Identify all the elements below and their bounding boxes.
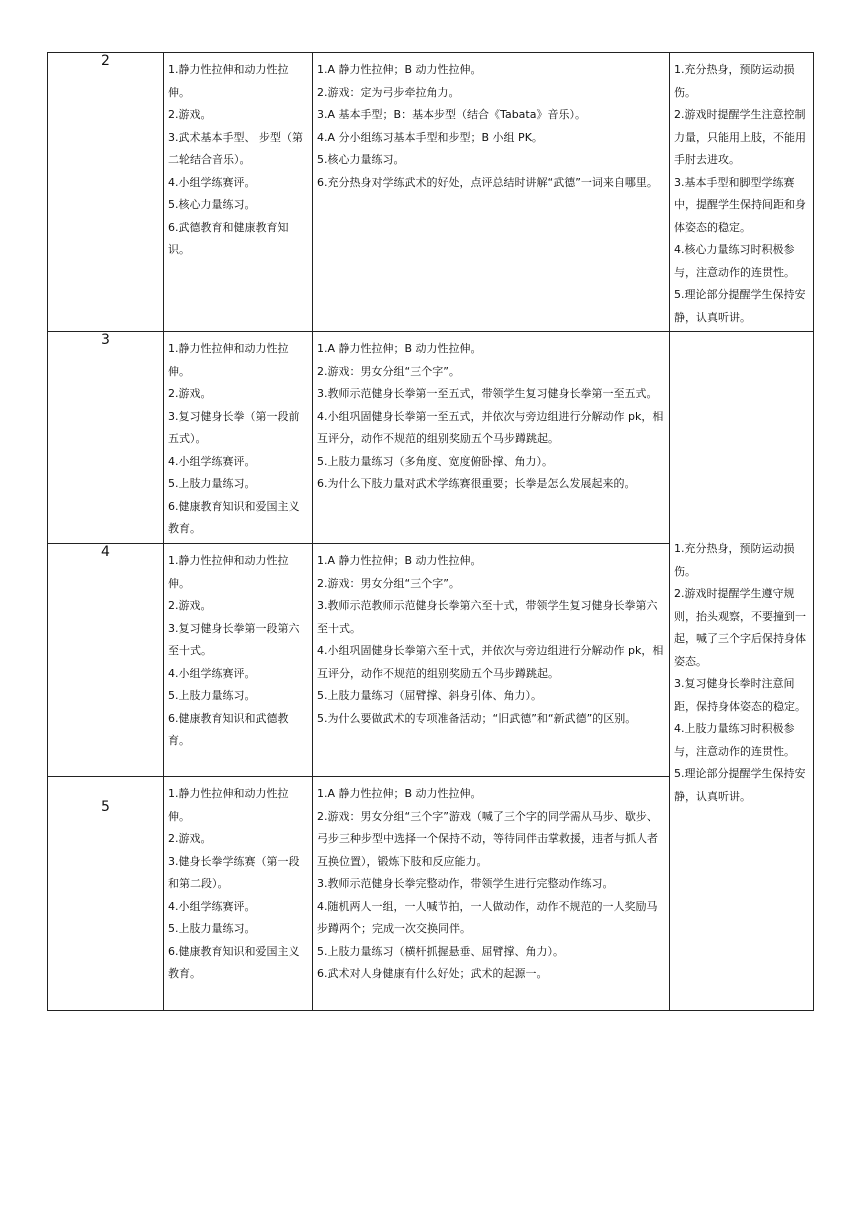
content-line: 2.游戏。 — [168, 387, 212, 400]
lesson-number: 2 — [48, 53, 164, 332]
content-cell — [164, 544, 313, 777]
safety-line: 2.游戏时提醒学生注意控制力量，只能用上肢，不能用手肘去进攻。 — [674, 108, 806, 166]
safety-line: 3.基本手型和脚型学练赛中，提醒学生保持间距和身体姿态的稳定。 — [674, 175, 806, 234]
content-line: 4.小组学练赛评。 — [168, 175, 256, 189]
safety-line: 5.理论部分提醒学生保持安静，认真听讲。 — [674, 767, 806, 803]
safety-cell — [670, 53, 814, 332]
method-line: 1.A 静力性拉伸；B 动力性拉伸。 — [317, 342, 482, 355]
method-line: 2.游戏：定为弓步牵拉角力。 — [317, 85, 460, 99]
method-line: 4.A 分小组练习基本手型和步型；B 小组 PK。 — [317, 130, 543, 144]
lesson-plan-table — [47, 52, 814, 1011]
content-line: 5.上肢力量练习。 — [168, 922, 256, 935]
method-line: 6.充分热身对学练武术的好处，点评总结时讲解“武德”一词来自哪里。 — [317, 175, 658, 189]
content-line: 6.武德教育和健康教育知识。 — [168, 220, 289, 256]
method-line: 3.教师示范健身长拳第一至五式，带领学生复习健身长拳第一至五式。 — [317, 387, 658, 400]
content-line: 4.小组学练赛评。 — [168, 454, 256, 468]
method-line: 2.游戏：男女分组“三个字”游戏（喊了三个字的同学需从马步、歇步、弓步三种步型中选择一个保持不动，等待同伴击掌救援，违者与抓人者互换位置），锻炼下肢和反应能力。 — [317, 809, 658, 868]
safety-line: 2.游戏时提醒学生遵守规则，抬头观察，不要撞到一起，喊了三个字后保持身体姿态。 — [674, 587, 806, 668]
content-line: 3.健身长拳学练赛（第一段和第二段）。 — [168, 854, 300, 890]
table-row — [48, 53, 814, 332]
method-line: 5.核心力量练习。 — [317, 153, 405, 166]
method-cell — [313, 544, 670, 777]
content-line: 5.上肢力量练习。 — [168, 689, 256, 702]
method-line: 4.随机两人一组，一人喊节拍，一人做动作，动作不规范的一人奖励马步蹲两个；完成一次交换同伴。 — [317, 899, 658, 935]
content-line: 1.静力性拉伸和动力性拉伸。 — [168, 554, 289, 590]
content-line: 5.上肢力量练习。 — [168, 477, 256, 490]
method-line: 6.为什么下肢力量对武术学练赛很重要；长拳是怎么发展起来的。 — [317, 477, 636, 490]
safety-line: 3.复习健身长拳时注意间距，保持身体姿态的稳定。 — [674, 677, 806, 713]
method-line: 5.上肢力量练习（多角度、宽度俯卧撑、角力）。 — [317, 454, 553, 468]
content-line: 1.静力性拉伸和动力性拉伸。 — [168, 63, 289, 99]
content-cell — [164, 332, 313, 544]
content-line: 3.复习健身长拳第一段第六至十式。 — [168, 621, 300, 657]
method-line: 1.A 静力性拉伸；B 动力性拉伸。 — [317, 63, 482, 76]
method-line: 4.小组巩固健身长拳第一至五式，并依次与旁边组进行分解动作 pk，相互评分，动作不规范的组别奖励五个马步蹲跳起。 — [317, 409, 664, 445]
lesson-number: 5 — [48, 777, 164, 1011]
content-line: 2.游戏。 — [168, 108, 212, 121]
method-line: 5.上肢力量练习（屈臂撑、斜身引体、角力）。 — [317, 689, 542, 702]
content-line: 2.游戏。 — [168, 832, 212, 845]
method-line: 2.游戏：男女分组“三个字”。 — [317, 364, 460, 378]
content-line: 2.游戏。 — [168, 599, 212, 612]
content-line: 1.静力性拉伸和动力性拉伸。 — [168, 342, 289, 378]
lesson-number: 4 — [48, 544, 164, 777]
method-line: 1.A 静力性拉伸；B 动力性拉伸。 — [317, 554, 482, 567]
method-line: 2.游戏：男女分组“三个字”。 — [317, 576, 460, 590]
content-line: 6.健康教育知识和爱国主义教育。 — [168, 944, 300, 980]
method-line: 1.A 静力性拉伸；B 动力性拉伸。 — [317, 787, 482, 800]
method-line: 3.教师示范健身长拳完整动作，带领学生进行完整动作练习。 — [317, 877, 614, 890]
safety-line: 1.充分热身，预防运动损伤。 — [674, 542, 795, 578]
method-line: 5.为什么要做武术的专项准备活动；“旧武德”和“新武德”的区别。 — [317, 711, 637, 725]
method-cell — [313, 332, 670, 544]
safety-line: 1.充分热身，预防运动损伤。 — [674, 63, 795, 99]
method-cell — [313, 777, 670, 1011]
content-line: 4.小组学练赛评。 — [168, 899, 256, 913]
content-line: 1.静力性拉伸和动力性拉伸。 — [168, 787, 289, 823]
safety-line: 4.核心力量练习时积极参与，注意动作的连贯性。 — [674, 243, 795, 279]
content-line: 6.健康教育知识和武德教育。 — [168, 711, 289, 747]
method-line: 4.小组巩固健身长拳第六至十式，并依次与旁边组进行分解动作 pk，相互评分，动作不规范的组别奖励五个马步蹲跳起。 — [317, 644, 664, 680]
safety-line: 5.理论部分提醒学生保持安静，认真听讲。 — [674, 288, 806, 324]
method-line: 5.上肢力量练习（横杆抓握悬垂、屈臂撑、角力）。 — [317, 944, 564, 958]
method-line: 6.武术对人身健康有什么好处；武术的起源一。 — [317, 967, 548, 980]
content-line: 3.复习健身长拳（第一段前五式）。 — [168, 409, 300, 445]
content-line: 3.武术基本手型、 步型（第二轮结合音乐）。 — [168, 130, 303, 166]
table-row — [48, 332, 814, 544]
method-cell — [313, 53, 670, 332]
content-line: 4.小组学练赛评。 — [168, 666, 256, 680]
content-line: 6.健康教育知识和爱国主义教育。 — [168, 499, 300, 535]
method-line: 3.A 基本手型；B：基本步型（结合《Tabata》音乐）。 — [317, 108, 586, 121]
content-cell — [164, 53, 313, 332]
content-line: 5.核心力量练习。 — [168, 198, 256, 211]
lesson-number: 3 — [48, 332, 164, 544]
safety-cell-merged — [670, 332, 814, 1011]
method-line: 3.教师示范教师示范健身长拳第六至十式，带领学生复习健身长拳第六至十式。 — [317, 599, 658, 635]
content-cell — [164, 777, 313, 1011]
safety-line: 4.上肢力量练习时积极参与，注意动作的连贯性。 — [674, 722, 795, 758]
